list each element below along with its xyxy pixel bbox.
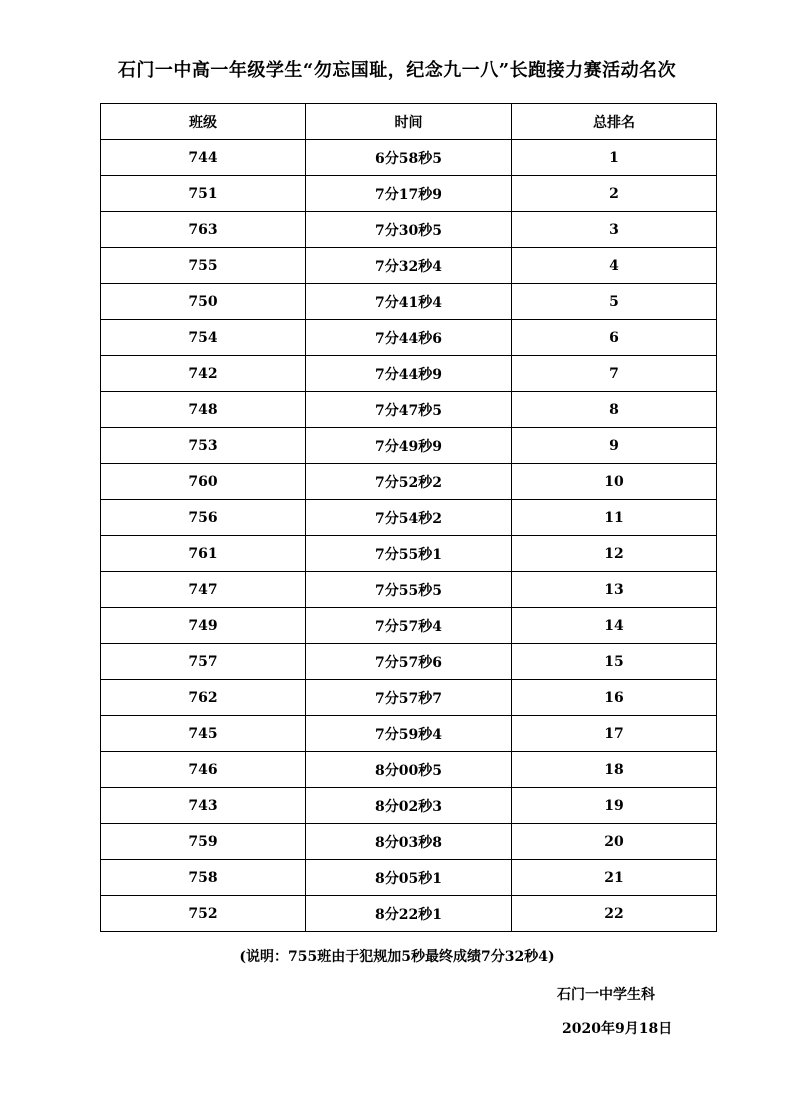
- class-cell: 745: [101, 716, 306, 752]
- class-cell: 754: [101, 320, 306, 356]
- time-cell: 7分44秒6: [306, 320, 512, 356]
- time-cell: 7分57秒7: [306, 680, 512, 716]
- issue-date: 2020年9月18日: [562, 1021, 673, 1037]
- rank-cell: 7: [512, 356, 717, 392]
- ranking-table: [100, 103, 717, 932]
- time-cell: 8分02秒3: [306, 788, 512, 824]
- table-row: [101, 320, 717, 356]
- class-cell: 747: [101, 572, 306, 608]
- table-row: [101, 644, 717, 680]
- rank-cell: 8: [512, 392, 717, 428]
- class-cell: 760: [101, 464, 306, 500]
- rank-cell: 10: [512, 464, 717, 500]
- rank-cell: 9: [512, 428, 717, 464]
- table-row: [101, 680, 717, 716]
- time-cell: 7分30秒5: [306, 212, 512, 248]
- explanation-note: (说明：755班由于犯规加5秒最终成绩7分32秒4): [239, 949, 555, 965]
- class-cell: 763: [101, 212, 306, 248]
- table-row: [101, 572, 717, 608]
- table-row: [101, 248, 717, 284]
- header-class: 班级: [101, 104, 306, 140]
- table-row: [101, 176, 717, 212]
- table-row: [101, 140, 717, 176]
- rank-cell: 20: [512, 824, 717, 860]
- table-row: [101, 356, 717, 392]
- time-cell: 7分55秒1: [306, 536, 512, 572]
- time-cell: 8分05秒1: [306, 860, 512, 896]
- rank-cell: 13: [512, 572, 717, 608]
- table-row: [101, 428, 717, 464]
- class-cell: 749: [101, 608, 306, 644]
- issuing-department: 石门一中学生科: [557, 987, 655, 1003]
- rank-cell: 22: [512, 896, 717, 932]
- header-time: 时间: [306, 104, 512, 140]
- class-cell: 756: [101, 500, 306, 536]
- rank-cell: 12: [512, 536, 717, 572]
- class-cell: 750: [101, 284, 306, 320]
- time-cell: 7分41秒4: [306, 284, 512, 320]
- header-rank: 总排名: [512, 104, 717, 140]
- class-cell: 751: [101, 176, 306, 212]
- time-cell: 6分58秒5: [306, 140, 512, 176]
- table-row: [101, 824, 717, 860]
- rank-cell: 21: [512, 860, 717, 896]
- time-cell: 8分00秒5: [306, 752, 512, 788]
- class-cell: 752: [101, 896, 306, 932]
- table-row: [101, 536, 717, 572]
- table-header-row: [101, 104, 717, 140]
- table-row: [101, 716, 717, 752]
- table-row: [101, 608, 717, 644]
- rank-cell: 18: [512, 752, 717, 788]
- time-cell: 7分32秒4: [306, 248, 512, 284]
- rank-cell: 17: [512, 716, 717, 752]
- time-cell: 7分52秒2: [306, 464, 512, 500]
- table-body: [101, 140, 717, 932]
- table-row: [101, 896, 717, 932]
- rank-cell: 5: [512, 284, 717, 320]
- class-cell: 757: [101, 644, 306, 680]
- rank-cell: 3: [512, 212, 717, 248]
- rank-cell: 2: [512, 176, 717, 212]
- class-cell: 742: [101, 356, 306, 392]
- table-row: [101, 752, 717, 788]
- time-cell: 7分17秒9: [306, 176, 512, 212]
- document-title: 石门一中高一年级学生“勿忘国耻，纪念九一八”长跑接力赛活动名次: [117, 60, 677, 81]
- class-cell: 761: [101, 536, 306, 572]
- time-cell: 7分59秒4: [306, 716, 512, 752]
- class-cell: 755: [101, 248, 306, 284]
- table-row: [101, 788, 717, 824]
- rank-cell: 4: [512, 248, 717, 284]
- rank-cell: 11: [512, 500, 717, 536]
- time-cell: 8分22秒1: [306, 896, 512, 932]
- time-cell: 7分57秒4: [306, 608, 512, 644]
- class-cell: 758: [101, 860, 306, 896]
- class-cell: 759: [101, 824, 306, 860]
- class-cell: 753: [101, 428, 306, 464]
- time-cell: 7分44秒9: [306, 356, 512, 392]
- rank-cell: 6: [512, 320, 717, 356]
- time-cell: 7分49秒9: [306, 428, 512, 464]
- rank-cell: 14: [512, 608, 717, 644]
- time-cell: 7分47秒5: [306, 392, 512, 428]
- rank-cell: 15: [512, 644, 717, 680]
- rank-cell: 16: [512, 680, 717, 716]
- rank-cell: 1: [512, 140, 717, 176]
- time-cell: 7分54秒2: [306, 500, 512, 536]
- rank-cell: 19: [512, 788, 717, 824]
- table-row: [101, 284, 717, 320]
- class-cell: 748: [101, 392, 306, 428]
- class-cell: 746: [101, 752, 306, 788]
- time-cell: 7分57秒6: [306, 644, 512, 680]
- table-row: [101, 212, 717, 248]
- table-row: [101, 500, 717, 536]
- time-cell: 8分03秒8: [306, 824, 512, 860]
- table-row: [101, 860, 717, 896]
- class-cell: 762: [101, 680, 306, 716]
- class-cell: 743: [101, 788, 306, 824]
- table-row: [101, 464, 717, 500]
- table-row: [101, 392, 717, 428]
- time-cell: 7分55秒5: [306, 572, 512, 608]
- class-cell: 744: [101, 140, 306, 176]
